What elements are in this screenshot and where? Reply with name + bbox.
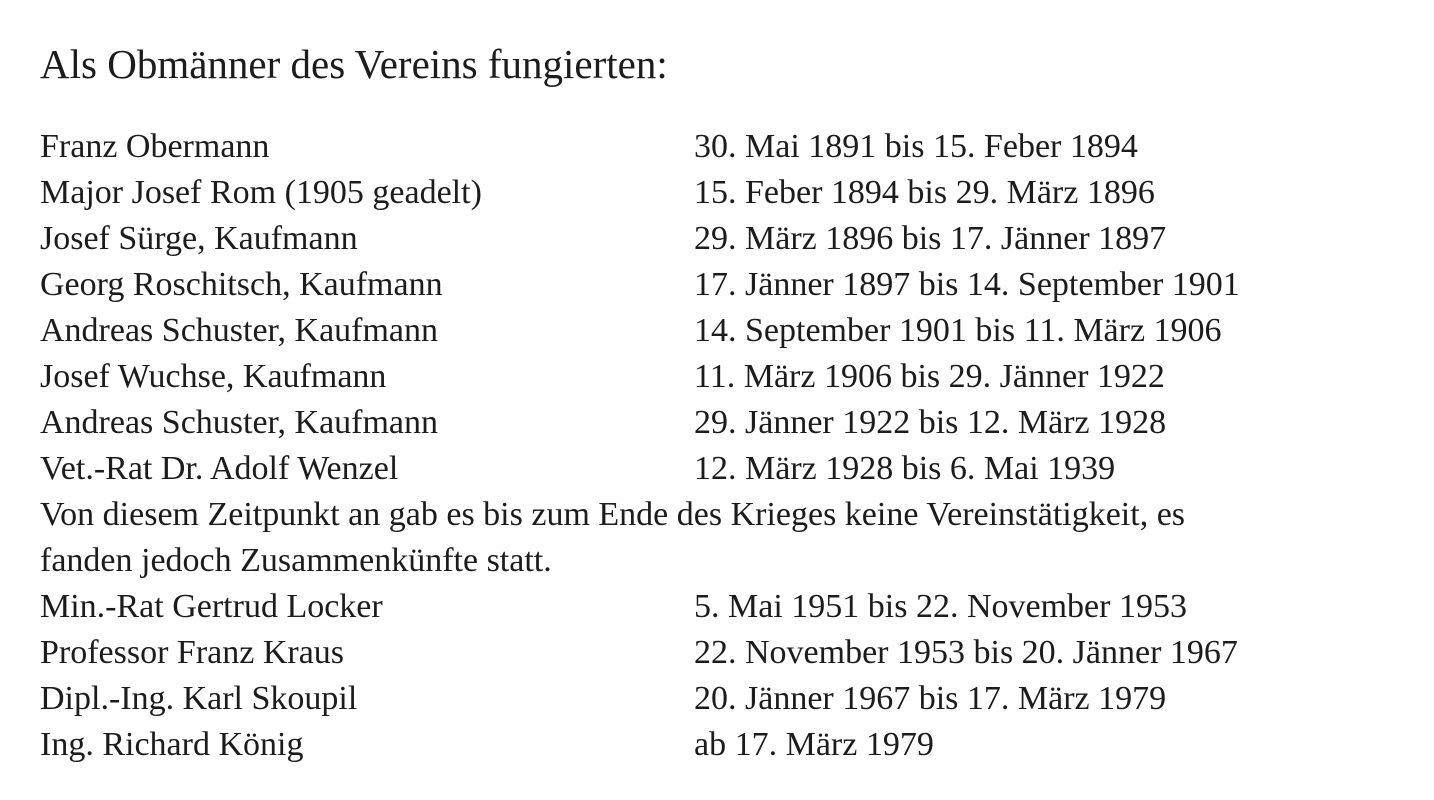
chairman-name: Andreas Schuster, Kaufmann	[40, 404, 439, 441]
chairman-period: 29. Jänner 1922 bis 12. März 1928	[694, 404, 1167, 441]
chairman-row	[40, 446, 1116, 492]
chairman-period: 11. März 1906 bis 29. Jänner 1922	[694, 358, 1165, 395]
chairman-period: ab 17. März 1979	[694, 726, 934, 763]
chairman-row	[40, 262, 1240, 308]
chairman-name: Franz Obermann	[40, 128, 270, 165]
note-line-2: fanden jedoch Zusammenkünfte statt.	[40, 542, 552, 579]
chairman-name: Georg Roschitsch, Kaufmann	[40, 266, 443, 303]
chairman-row	[40, 584, 1187, 630]
chairman-name: Major Josef Rom (1905 geadelt)	[40, 174, 482, 211]
chairman-name: Dipl.-Ing. Karl Skoupil	[40, 680, 358, 717]
chairman-row	[40, 170, 1155, 216]
note-line-1: Von diesem Zeitpunkt an gab es bis zum Ende des Krieges keine Vereinstätigkeit, es	[40, 496, 1186, 533]
chairman-name: Min.-Rat Gertrud Locker	[40, 588, 383, 625]
chairman-name: Professor Franz Kraus	[40, 634, 345, 671]
chairman-row	[40, 630, 1238, 676]
chairman-row	[40, 354, 1165, 400]
chairman-period: 30. Mai 1891 bis 15. Feber 1894	[694, 128, 1138, 165]
chairman-period: 5. Mai 1951 bis 22. November 1953	[694, 588, 1187, 625]
chairman-name: Vet.-Rat Dr. Adolf Wenzel	[40, 450, 399, 487]
chairman-name: Josef Sürge, Kaufmann	[40, 220, 358, 257]
chairman-period: 17. Jänner 1897 bis 14. September 1901	[694, 266, 1240, 303]
chairman-row	[40, 722, 934, 768]
chairman-row	[40, 676, 1167, 722]
chairman-period: 14. September 1901 bis 11. März 1906	[694, 312, 1222, 349]
chairman-row	[40, 308, 1222, 354]
chairman-period: 15. Feber 1894 bis 29. März 1896	[694, 174, 1155, 211]
chairman-row	[40, 216, 1167, 262]
chairman-period: 12. März 1928 bis 6. Mai 1939	[694, 450, 1116, 487]
interruption-note	[40, 492, 1420, 584]
chairman-row	[40, 400, 1167, 446]
chairman-name: Andreas Schuster, Kaufmann	[40, 312, 439, 349]
chairman-row	[40, 124, 1138, 170]
chairman-name: Josef Wuchse, Kaufmann	[40, 358, 387, 395]
chairman-name: Ing. Richard König	[40, 726, 304, 763]
page-title: Als Obmänner des Vereins fungierten:	[40, 41, 668, 87]
chairman-period: 29. März 1896 bis 17. Jänner 1897	[694, 220, 1167, 257]
chairman-period: 20. Jänner 1967 bis 17. März 1979	[694, 680, 1167, 717]
chairman-period: 22. November 1953 bis 20. Jänner 1967	[694, 634, 1238, 671]
